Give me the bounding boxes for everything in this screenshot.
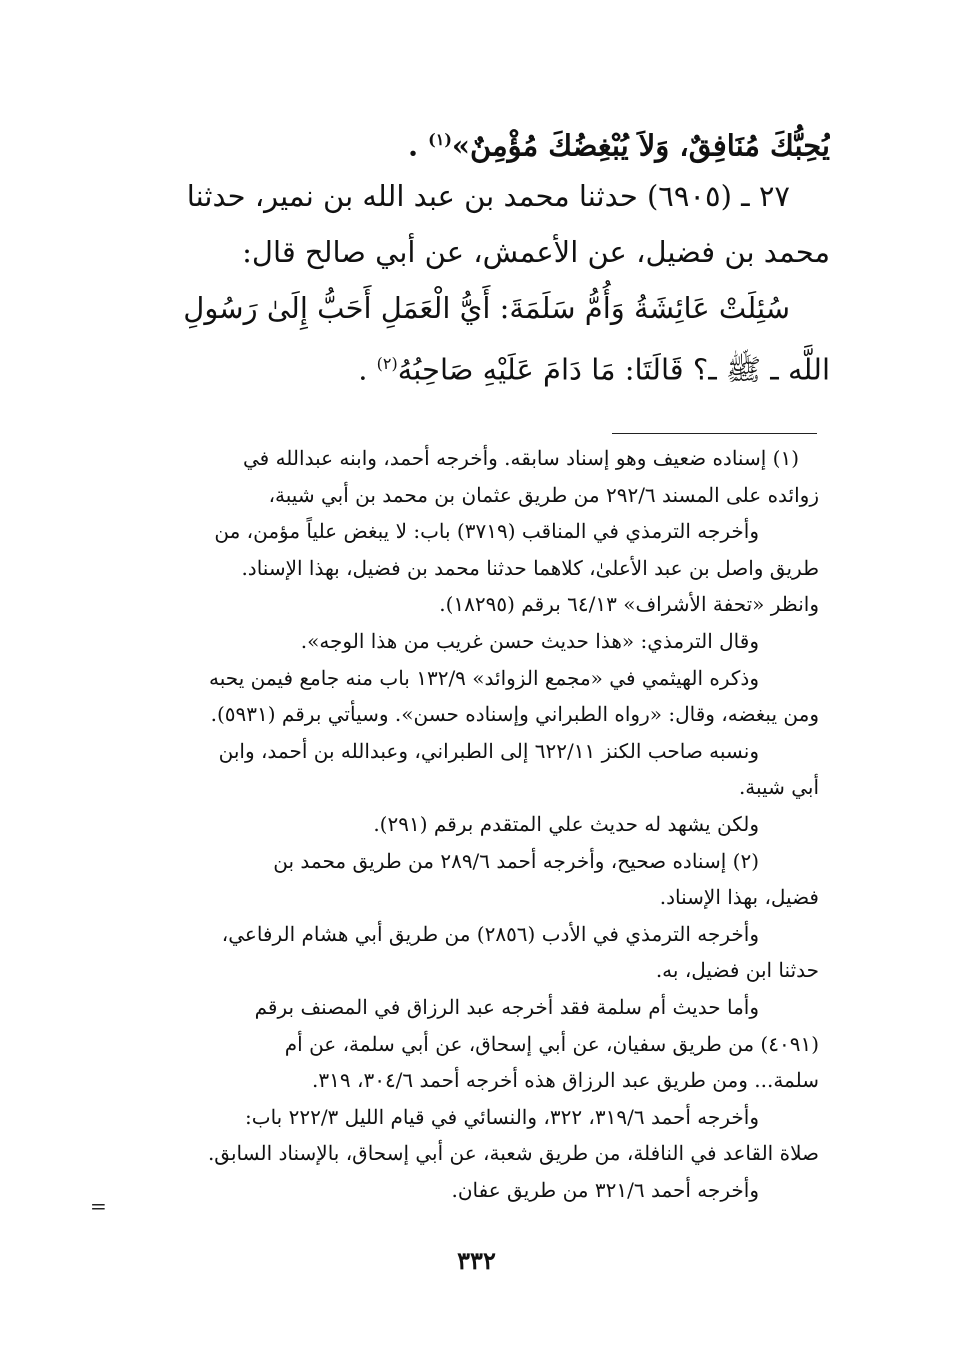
footnote-line: وأخرجه الترمذي في الأدب (٢٨٥٦) من طريق أبي هشام الرفاعي،	[221, 921, 759, 946]
hadith-line-2: ٢٧ ـ (٦٩٠٥) حدثنا محمد بن عبد الله بن نمير، حدثنا	[186, 179, 790, 213]
hadith-line-5-text: اللَّه ـ ﷺ ـ؟ قَالَتَا: مَا دَامَ عَلَيْهِ صَاحِبُهُ	[397, 352, 830, 387]
footnote-line: (٢) إسناده صحيح، وأخرجه أحمد ٢٨٩/٦ من طريق محمد بن	[273, 848, 759, 873]
hadith-line-5	[100, 336, 830, 392]
footnote-line: ومن يبغضه، وقال: «رواه الطبراني وإسناده حسن». وسيأتي برقم (٥٩٣١).	[210, 702, 819, 727]
footnote-line: وأخرجه أحمد ٣٢١/٦ من طريق عفان.	[451, 1177, 759, 1202]
footnote-line: وانظر «تحفة الأشراف» ٦٤/١٣ برقم (١٨٢٩٥).	[439, 592, 819, 617]
continuation-mark: =	[90, 1194, 107, 1218]
footnote-line: سلمة... ومن طريق عبد الرزاق هذه أخرجه أحمد ٣٠٤/٦، ٣١٩.	[312, 1068, 819, 1093]
hadith-line-5-end: .	[358, 352, 377, 387]
footnotes-section	[104, 440, 819, 1208]
footnote-line: (١) إسناده ضعيف وهو إسناد سابقه. وأخرجه أحمد، وابنه عبدالله في	[242, 446, 799, 470]
footnote-line: وأخرجه الترمذي في المناقب (٣٧١٩) باب: لا يبغض علياً مؤمن، من	[214, 519, 759, 544]
footnote-line: حدثنا ابن فضيل، به.	[655, 958, 819, 983]
footnote-ref-1: (١)	[428, 130, 452, 149]
footnote-line: طريق واصل بن عبد الأعلىٰ، كلاهما حدثنا محمد بن فضيل، بهذا الإسناد.	[241, 555, 819, 580]
hadith-text	[100, 112, 830, 392]
page-number: ٣٣٢	[457, 1246, 496, 1275]
footnote-ref-2: (٢)	[376, 354, 398, 373]
footnote-line: وأما حديث أم سلمة فقد أخرجه عبد الرزاق في المصنف برقم	[254, 994, 759, 1019]
footnote-line: (٤٠٩١) من طريق سفيان، عن أبي إسحاق، عن أبي سلمة، عن أم	[284, 1031, 819, 1056]
footnote-line: وأخرجه أحمد ٣١٩/٦، ٣٢٢، والنسائي في قيام الليل ٢٢٢/٣ باب:	[245, 1104, 759, 1129]
footnote-line: صلاة القاعد في النافلة، من طريق شعبة، عن أبي إسحاق، بالإسناد السابق.	[207, 1141, 819, 1166]
footnote-line: أبي شيبة.	[738, 775, 819, 800]
footnote-line: زوائده على المسند ٢٩٢/٦ من طريق عثمان بن محمد بن أبي شيبة،	[268, 482, 819, 507]
hadith-line-1-end: .	[407, 128, 429, 163]
hadith-line-3: محمد بن فضيل، عن الأعمش، عن أبي صالح قال:	[242, 235, 830, 269]
footnote-divider	[612, 433, 817, 434]
footnote-line: ولكن يشهد له حديث علي المتقدم برقم (٢٩١).	[373, 811, 759, 836]
hadith-line-1	[100, 112, 830, 168]
footnote-line: ونسبه صاحب الكنز ٦٢٢/١١ إلى الطبراني، وعبدالله بن أحمد، وابن	[218, 738, 759, 763]
footnote-line: فضيل، بهذا الإسناد.	[659, 885, 819, 910]
hadith-line-1-text: يُحِبُّكَ مُنَافِقٌ، وَلاَ يُبْغِضُكَ مُؤْمِنٌ»	[451, 128, 830, 163]
footnote-line: وقال الترمذي: «هذا حديث حسن غريب من هذا الوجه».	[300, 628, 759, 653]
footnote-line: وذكره الهيثمي في «مجمع الزوائد» ١٣٢/٩ باب منه جامع فيمن يحبه	[209, 665, 759, 690]
hadith-line-4: سُئِلَتْ عَائِشَةُ وَأُمُّ سَلَمَةَ: أَيُّ الْعَمَلِ أَحَبُّ إِلَىٰ رَسُولِ	[183, 291, 790, 325]
